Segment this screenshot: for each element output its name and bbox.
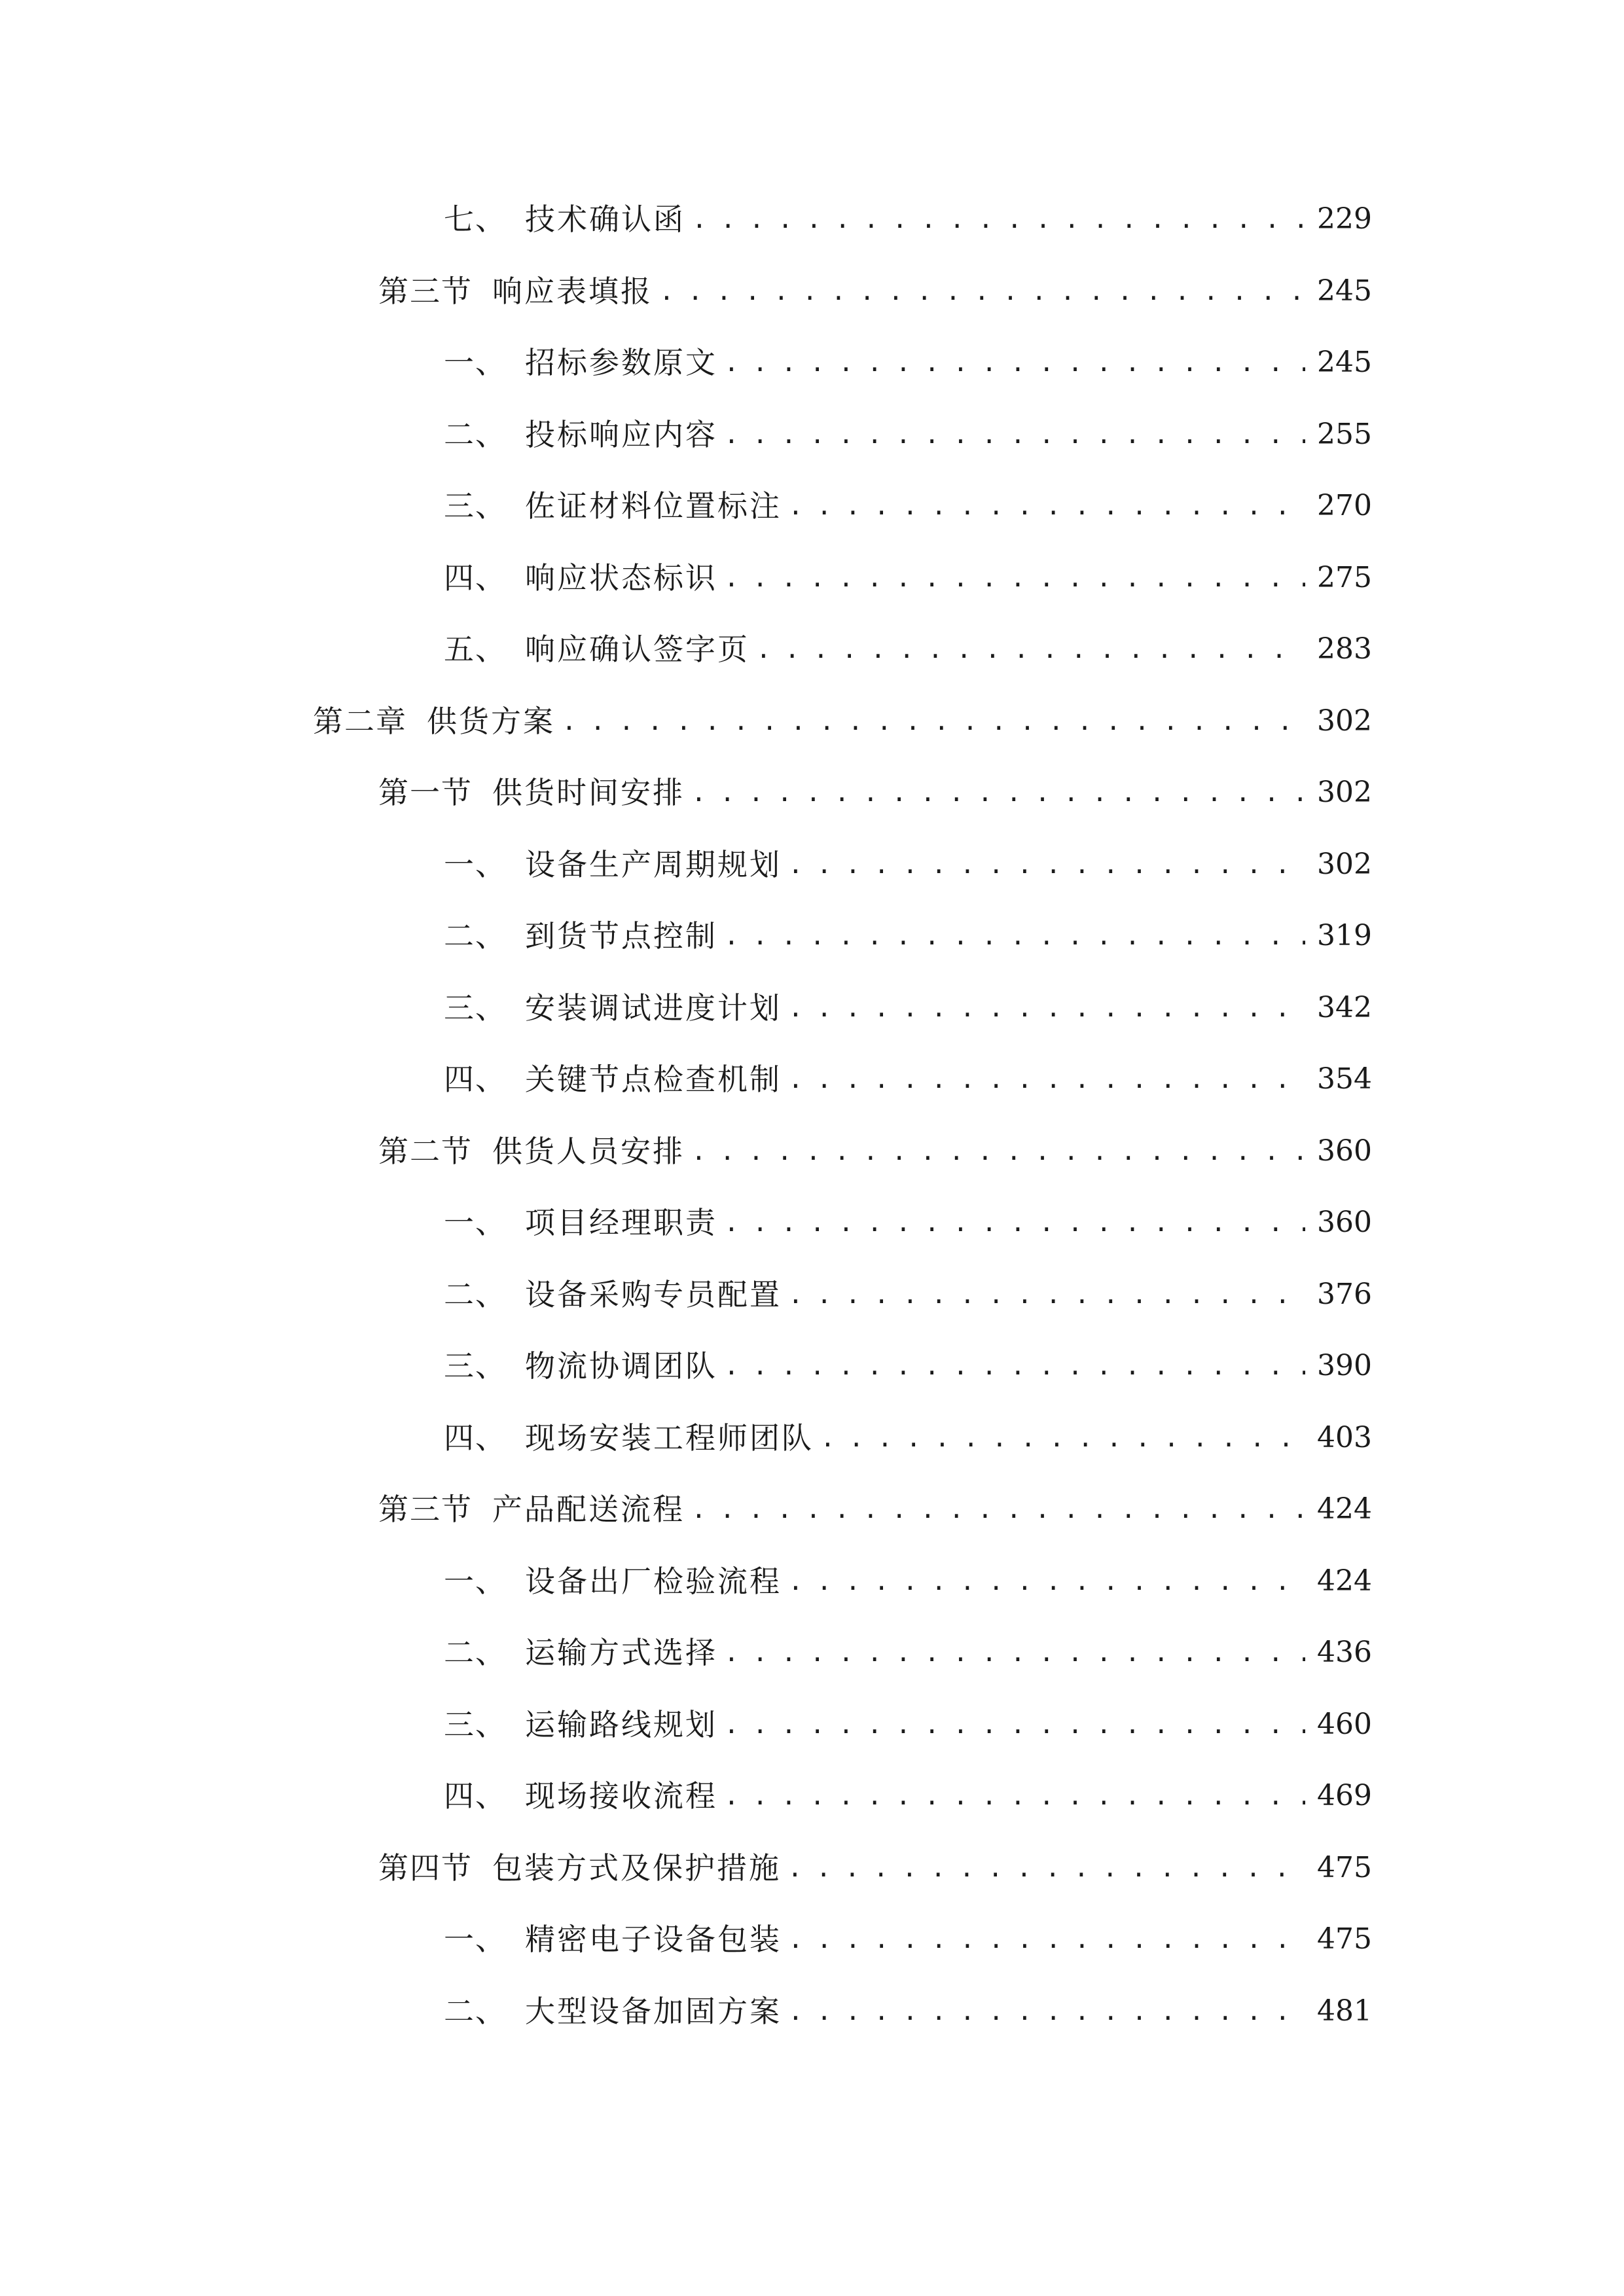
entry-number: 四、 (444, 560, 507, 596)
dot-leader (788, 845, 1305, 884)
entry-title: 投标响应内容 (525, 417, 717, 452)
toc-entry[interactable] (444, 1985, 1372, 2031)
toc-entry[interactable] (378, 1483, 1372, 1529)
toc-entry[interactable] (444, 1913, 1372, 1959)
entry-page-number: 475 (1317, 1922, 1372, 1956)
entry-number: 三、 (444, 1348, 507, 1384)
entry-page-number: 424 (1317, 1492, 1372, 1526)
entry-page-number: 424 (1317, 1564, 1372, 1598)
toc-entry[interactable] (313, 695, 1372, 741)
entry-number: 第二节 (378, 1134, 473, 1169)
entry-page-number: 475 (1317, 1851, 1372, 1884)
toc-entry[interactable] (444, 408, 1372, 454)
dot-leader (788, 1275, 1305, 1314)
entry-number: 二、 (444, 1277, 507, 1312)
dot-leader (788, 1920, 1305, 1959)
entry-number: 第一节 (378, 775, 473, 810)
dot-leader (691, 1490, 1305, 1529)
entry-page-number: 302 (1317, 848, 1372, 881)
entry-page-number: 275 (1317, 561, 1372, 594)
entry-page-number: 319 (1317, 919, 1372, 952)
entry-page-number: 229 (1317, 202, 1372, 236)
dot-leader (659, 272, 1305, 311)
toc-entry[interactable] (378, 265, 1372, 311)
entry-page-number: 390 (1317, 1349, 1372, 1382)
entry-number: 第三节 (378, 1492, 473, 1527)
entry-title: 招标参数原文 (525, 345, 717, 380)
toc-entry[interactable] (444, 480, 1372, 526)
entry-title: 运输路线规划 (525, 1707, 717, 1742)
entry-title: 设备生产周期规划 (525, 847, 782, 882)
dot-leader (788, 486, 1305, 526)
dot-leader (724, 1633, 1305, 1672)
dot-leader (820, 1418, 1305, 1458)
dot-leader (691, 1132, 1305, 1171)
entry-number: 一、 (444, 1205, 507, 1240)
entry-title: 响应状态标识 (525, 560, 717, 596)
entry-number: 一、 (444, 847, 507, 882)
toc-entry[interactable] (378, 1125, 1372, 1171)
dot-leader (788, 988, 1305, 1028)
dot-leader (787, 1848, 1305, 1888)
entry-title: 项目经理职责 (525, 1205, 717, 1240)
entry-page-number: 270 (1317, 489, 1372, 522)
toc-entry[interactable] (444, 1555, 1372, 1601)
entry-number: 二、 (444, 417, 507, 452)
entry-title: 现场安装工程师团队 (525, 1420, 814, 1456)
entry-page-number: 342 (1317, 991, 1372, 1024)
entry-page-number: 376 (1317, 1278, 1372, 1311)
dot-leader (756, 630, 1305, 669)
entry-title: 响应确认签字页 (525, 632, 749, 667)
toc-entry[interactable] (378, 766, 1372, 812)
toc-entry[interactable] (444, 1268, 1372, 1314)
entry-title: 关键节点检查机制 (525, 1062, 782, 1097)
entry-title: 安装调试进度计划 (525, 990, 782, 1026)
toc-entry[interactable] (444, 1053, 1372, 1099)
entry-title: 设备采购专员配置 (525, 1277, 782, 1312)
entry-page-number: 245 (1317, 274, 1372, 308)
entry-number: 第三节 (378, 274, 473, 309)
toc-entry[interactable] (444, 1770, 1372, 1816)
entry-page-number: 436 (1317, 1636, 1372, 1669)
toc-entry[interactable] (444, 1412, 1372, 1458)
entry-page-number: 360 (1317, 1206, 1372, 1239)
toc-entry[interactable] (444, 982, 1372, 1028)
entry-number: 三、 (444, 488, 507, 524)
dot-leader (724, 1203, 1305, 1242)
entry-page-number: 469 (1317, 1779, 1372, 1812)
dot-leader (788, 1562, 1305, 1601)
entry-number: 二、 (444, 1994, 507, 2029)
entry-title: 大型设备加固方案 (525, 1994, 782, 2029)
dot-leader (562, 702, 1305, 741)
entry-title: 产品配送流程 (492, 1492, 685, 1527)
entry-title: 供货人员安排 (492, 1134, 685, 1169)
entry-title: 技术确认函 (525, 202, 685, 237)
dot-leader (724, 343, 1305, 382)
entry-number: 四、 (444, 1420, 507, 1456)
entry-title: 物流协调团队 (525, 1348, 717, 1384)
entry-title: 运输方式选择 (525, 1635, 717, 1670)
dot-leader (724, 558, 1305, 598)
toc-entry[interactable] (444, 910, 1372, 956)
entry-number: 五、 (444, 632, 507, 667)
dot-leader (692, 200, 1305, 239)
toc-entry[interactable] (444, 1340, 1372, 1386)
entry-page-number: 283 (1317, 632, 1372, 666)
dot-leader (724, 916, 1305, 956)
toc-entry[interactable] (444, 552, 1372, 598)
entry-page-number: 354 (1317, 1062, 1372, 1096)
entry-number: 四、 (444, 1062, 507, 1097)
entry-title: 现场接收流程 (525, 1778, 717, 1814)
entry-title: 设备出厂检验流程 (525, 1564, 782, 1599)
toc-entry[interactable] (444, 193, 1372, 239)
entry-number: 二、 (444, 1635, 507, 1670)
entry-title: 响应表填报 (492, 274, 653, 309)
entry-page-number: 360 (1317, 1134, 1372, 1168)
entry-title: 包装方式及保护措施 (492, 1850, 781, 1886)
entry-number: 三、 (444, 990, 507, 1026)
toc-entry[interactable] (444, 623, 1372, 669)
entry-page-number: 245 (1317, 346, 1372, 379)
entry-number: 三、 (444, 1707, 507, 1742)
dot-leader (724, 1705, 1305, 1744)
entry-page-number: 403 (1317, 1421, 1372, 1454)
toc-entry[interactable] (444, 838, 1372, 884)
entry-number: 一、 (444, 1564, 507, 1599)
toc-entry[interactable] (444, 1196, 1372, 1242)
entry-page-number: 255 (1317, 418, 1372, 451)
entry-title: 到货节点控制 (525, 918, 717, 954)
toc-entry[interactable] (444, 1698, 1372, 1744)
toc-entry[interactable] (444, 336, 1372, 382)
entry-page-number: 302 (1317, 704, 1372, 738)
entry-page-number: 302 (1317, 776, 1372, 809)
entry-title: 供货方案 (427, 704, 555, 739)
entry-page-number: 460 (1317, 1708, 1372, 1741)
entry-number: 七、 (444, 202, 507, 237)
dot-leader (788, 1060, 1305, 1099)
entry-number: 第四节 (378, 1850, 473, 1886)
entry-page-number: 481 (1317, 1994, 1372, 2028)
dot-leader (788, 1992, 1305, 2031)
entry-title: 佐证材料位置标注 (525, 488, 782, 524)
toc-entry[interactable] (378, 1842, 1372, 1888)
entry-title: 精密电子设备包装 (525, 1922, 782, 1957)
dot-leader (691, 773, 1305, 812)
entry-number: 一、 (444, 1922, 507, 1957)
entry-title: 供货时间安排 (492, 775, 685, 810)
dot-leader (724, 415, 1305, 454)
dot-leader (724, 1776, 1305, 1816)
entry-number: 四、 (444, 1778, 507, 1814)
dot-leader (724, 1346, 1305, 1386)
toc-entry[interactable] (444, 1626, 1372, 1672)
entry-number: 二、 (444, 918, 507, 954)
entry-number: 第二章 (313, 704, 407, 739)
entry-number: 一、 (444, 345, 507, 380)
